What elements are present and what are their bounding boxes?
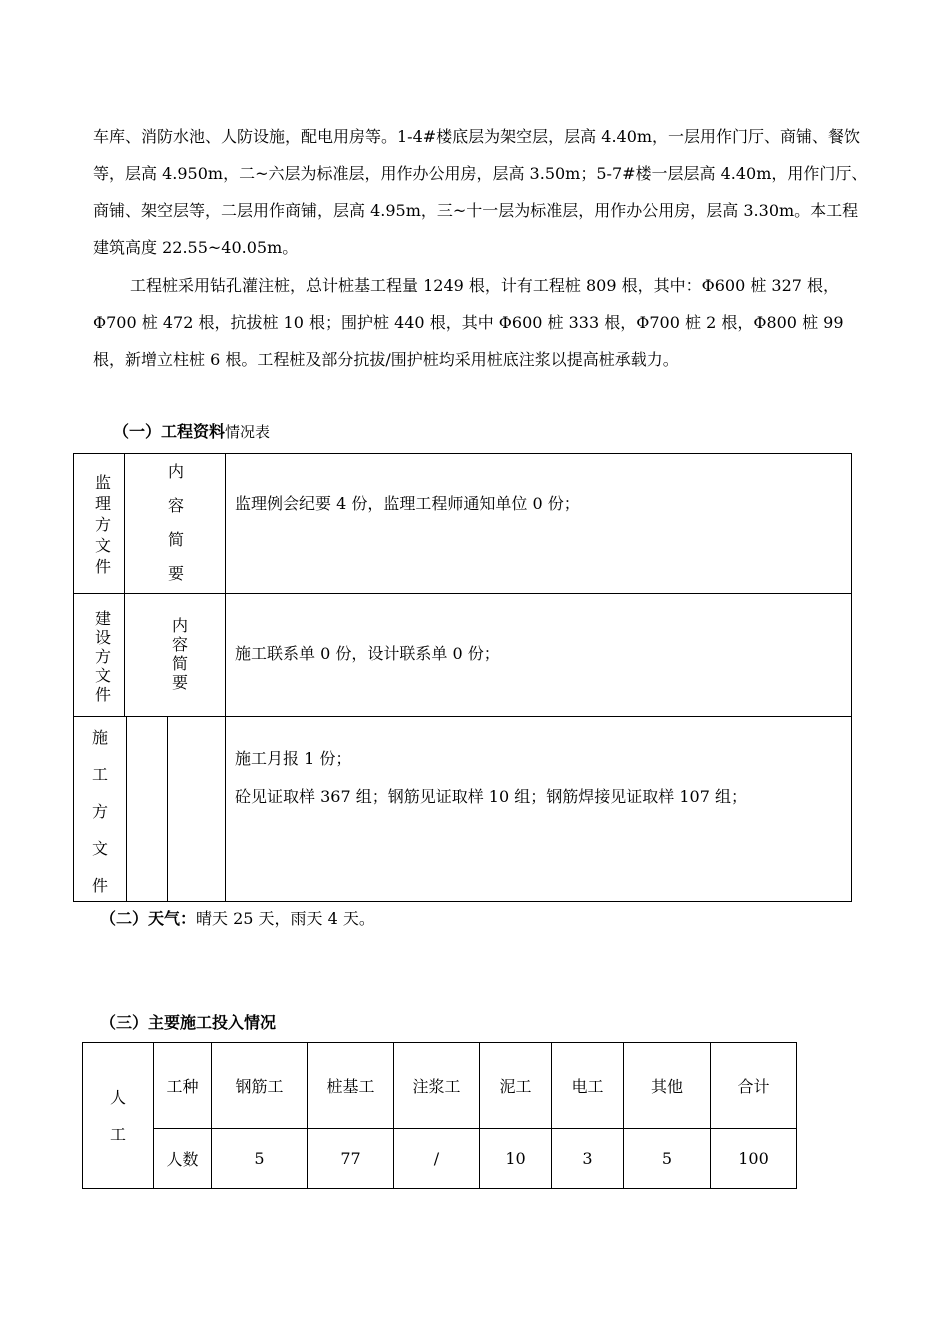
contractor-docs-line2: 砼见证取样 367 组；钢筋见证取样 10 组；钢筋焊接见证取样 107 组；: [235, 787, 747, 806]
labor-table: [82, 1042, 797, 1189]
table1-divider-1: [73, 593, 852, 594]
labor-header-cell: 其他: [624, 1043, 711, 1129]
table1-border-left: [73, 453, 74, 902]
labor-header-cell: 桩基工: [308, 1043, 394, 1129]
table1-border-top: [73, 453, 852, 454]
table1-col-line-c: [126, 716, 127, 902]
table1-col-line-d: [167, 716, 168, 902]
labor-value-cell: 人数: [154, 1129, 212, 1189]
labor-value-cell: /: [394, 1129, 480, 1189]
labor-value-cell: 77: [308, 1129, 394, 1189]
table1-col-line-a: [124, 453, 125, 717]
labor-header-cell: 工种: [154, 1043, 212, 1129]
table1-divider-2: [73, 716, 852, 717]
labor-value-cell: 3: [552, 1129, 624, 1189]
labor-header-row: [83, 1043, 797, 1129]
contractor-docs-line1: 施工月报 1 份；: [235, 749, 352, 768]
weather-title: （二）天气：: [100, 909, 197, 928]
labor-row-label: 人工: [83, 1043, 154, 1189]
labor-value-cell: 5: [624, 1129, 711, 1189]
contractor-docs-label: 施工方文件: [91, 728, 108, 895]
section3-title: （三）主要施工投入情况: [100, 1013, 277, 1032]
supervision-docs-label: 监理方文件: [94, 473, 111, 576]
section1-title-bold: （一）工程资料: [113, 422, 226, 441]
labor-values-row: [83, 1129, 797, 1189]
intro-paragraph-2: [93, 267, 868, 378]
weather-line: [100, 906, 375, 929]
supervision-summary-label: 内容简要: [167, 462, 184, 583]
table1-border-right: [851, 453, 852, 902]
labor-header-cell: 钢筋工: [212, 1043, 308, 1129]
pile-description: 工程桩采用钻孔灌注桩，总计桩基工程量 1249 根，计有工程桩 809 根，其中：Φ600 桩 327 根，Φ700 桩 472 根，抗拔桩 10 根；围护桩 440 根，其中 Φ600 桩 333 根，Φ700 桩 2 根，Φ800 桩 99 根，新增立柱桩 6 根。工程桩及部分抗拔/围护桩均采用桩底注浆以提高桩承载力。: [93, 276, 844, 369]
intro-paragraph-1: 车库、消防水池、人防设施，配电用房等。1-4#楼底层为架空层，层高 4.40m，一层用作门厅、商铺、餐饮等，层高 4.950m，二~六层为标准层，用作办公用房，层高 3.50m；5-7#楼一层层高 4.40m，用作门厅、商铺、架空层等，二层用作商铺，层高 4.95m，三~十一层为标准层，用作办公用房，层高 3.30m。本工程建筑高度 22.55~40.05m。: [93, 127, 868, 257]
labor-value-cell: 5: [212, 1129, 308, 1189]
owner-summary-label: 内容简要: [171, 616, 188, 692]
supervision-docs-content: 监理例会纪要 4 份，监理工程师通知单位 0 份；: [235, 494, 580, 513]
section1-title: [113, 419, 270, 442]
owner-docs-content: 施工联系单 0 份，设计联系单 0 份；: [235, 644, 500, 663]
labor-header-cell: 泥工: [480, 1043, 552, 1129]
table1-col-line-b: [225, 453, 226, 902]
owner-docs-label: 建设方文件: [94, 609, 111, 704]
table1-border-bottom: [73, 901, 852, 902]
weather-summary: 晴天 25 天，雨天 4 天。: [196, 909, 375, 928]
labor-header-cell: 电工: [552, 1043, 624, 1129]
section1-title-rest: 情况表: [225, 423, 271, 441]
labor-header-cell: 注浆工: [394, 1043, 480, 1129]
labor-value-cell: 10: [480, 1129, 552, 1189]
labor-header-cell: 合计: [711, 1043, 797, 1129]
labor-value-cell: 100: [711, 1129, 797, 1189]
